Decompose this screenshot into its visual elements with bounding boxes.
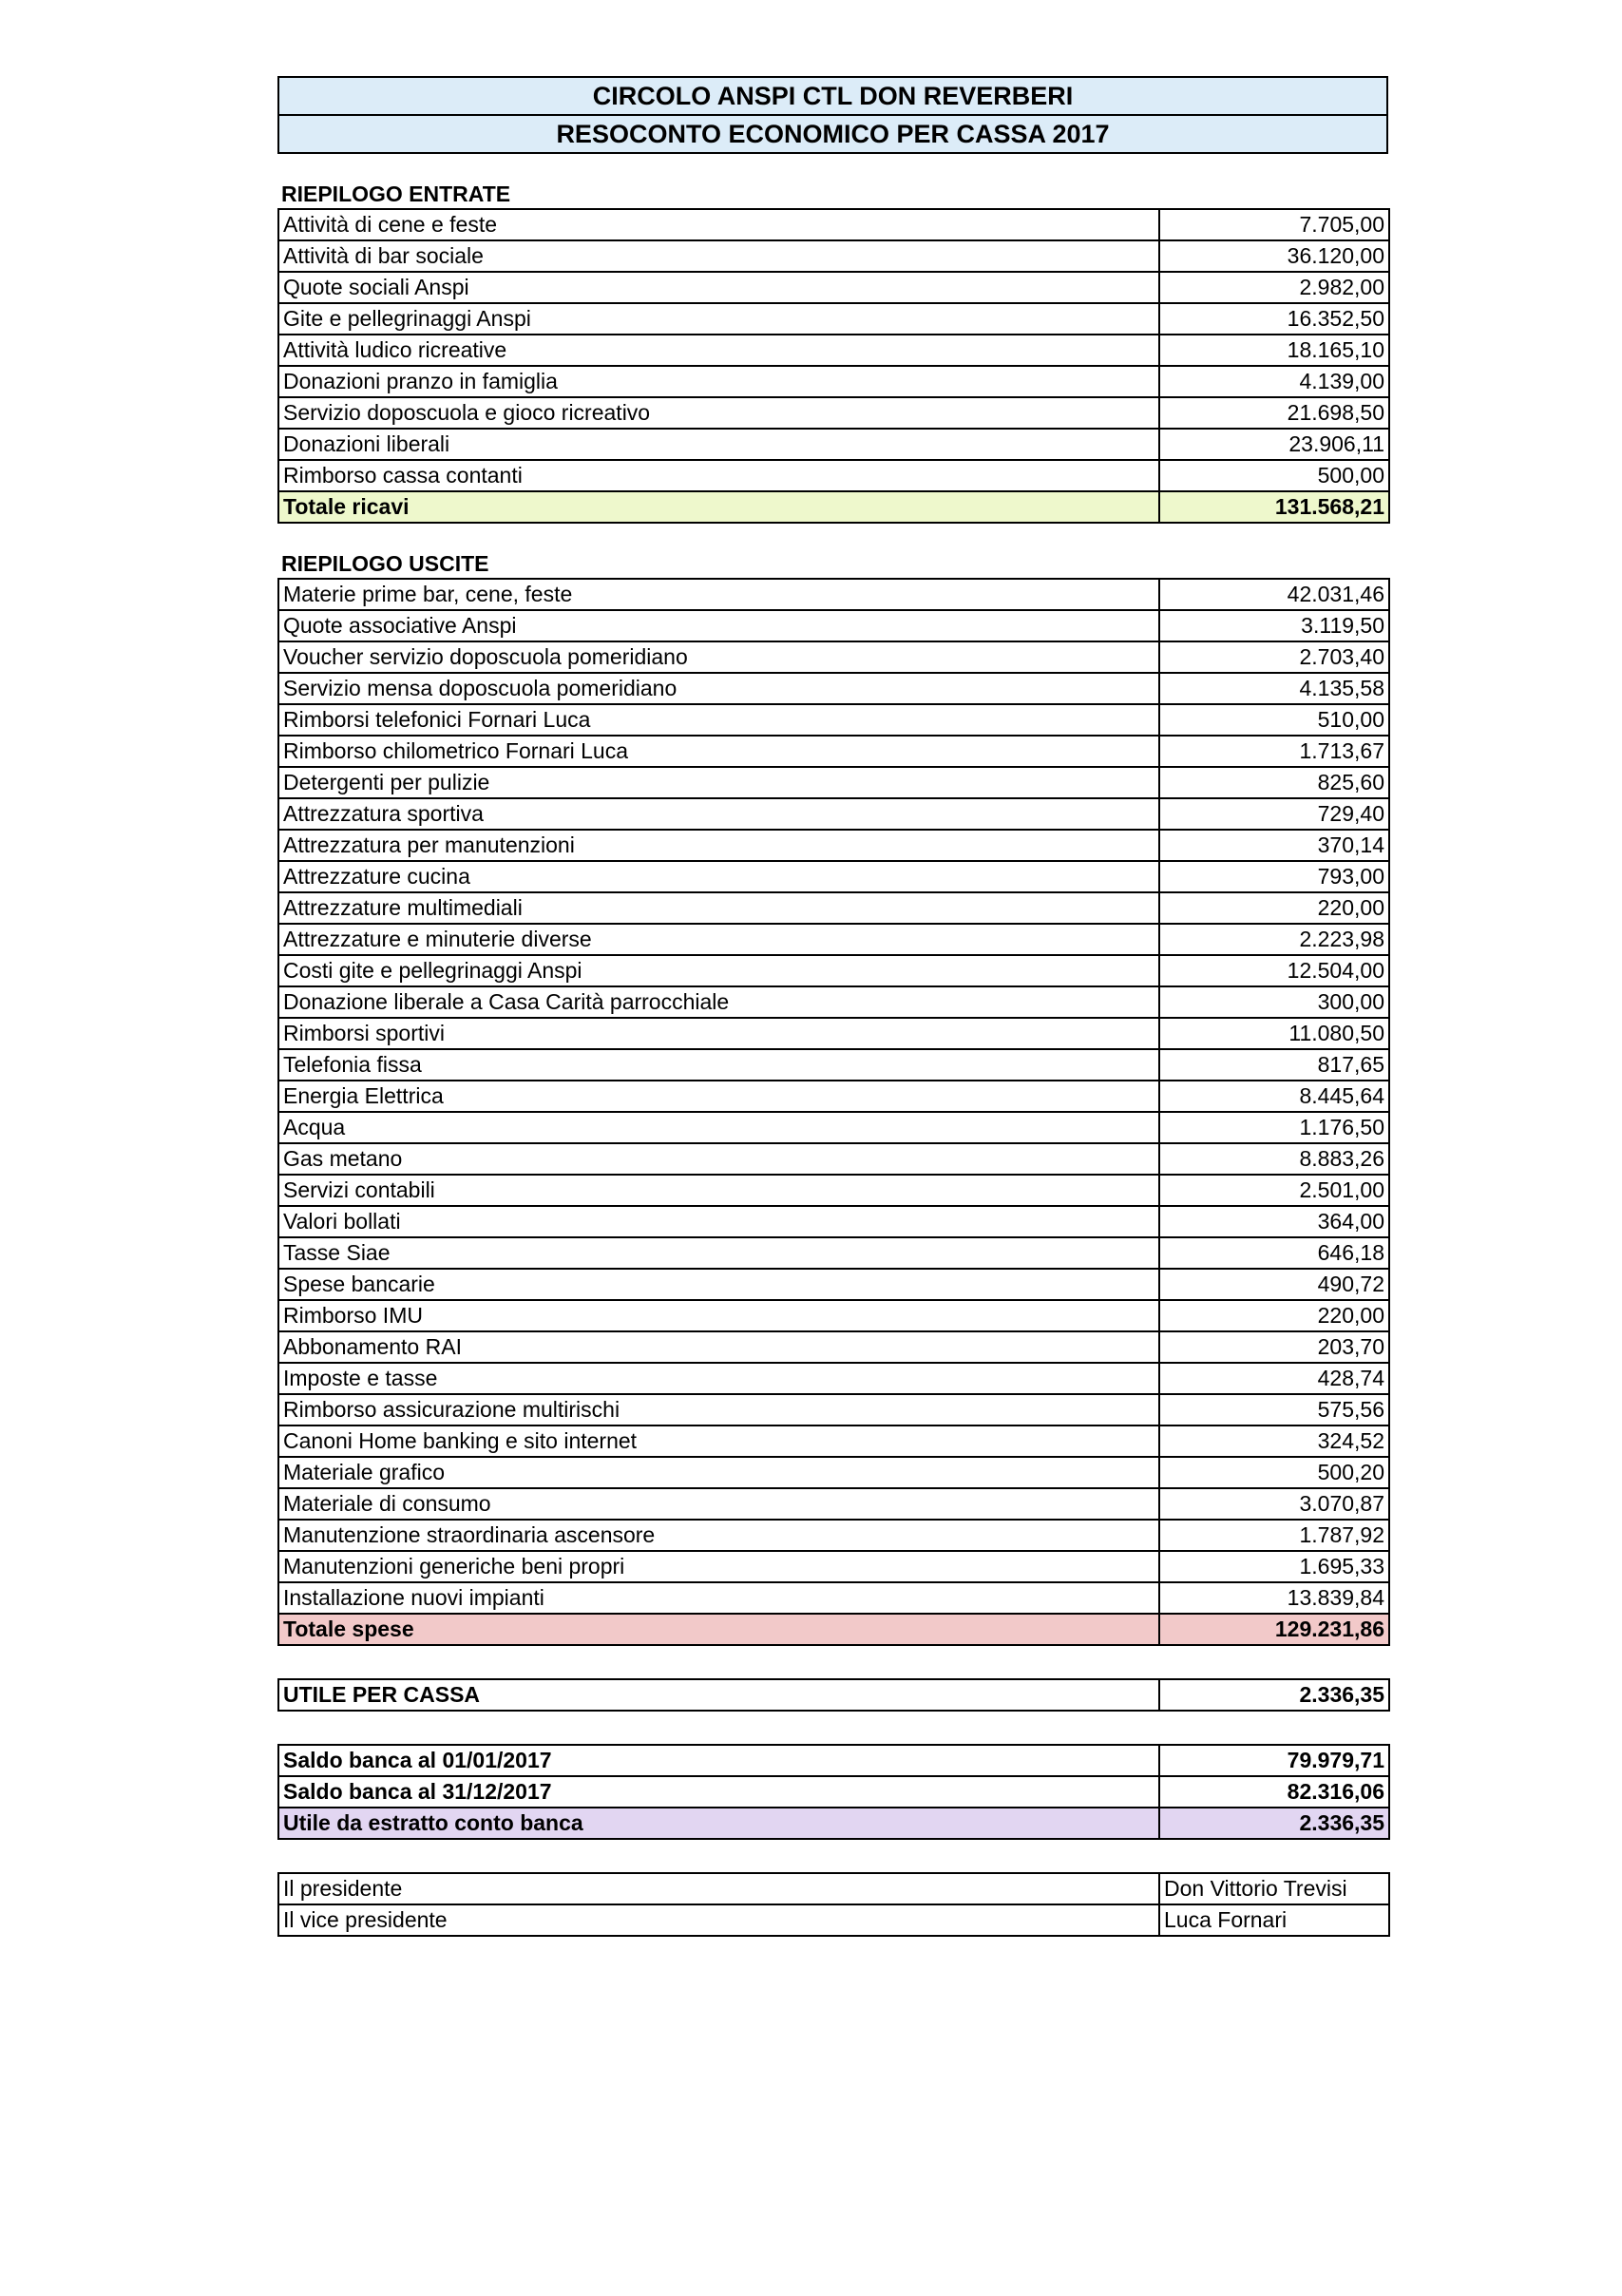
- expense-row-label: Attrezzatura sportiva: [278, 798, 1159, 830]
- expense-row: [278, 767, 1389, 798]
- expense-row-amount: 4.135,58: [1159, 673, 1389, 704]
- expense-row-amount: 42.031,46: [1159, 579, 1389, 610]
- expense-row-label: Rimborso chilometrico Fornari Luca: [278, 736, 1159, 767]
- expense-row-amount: 12.504,00: [1159, 955, 1389, 986]
- expenses-table: [277, 578, 1390, 1646]
- bank-balance-row-amount: 79.979,71: [1159, 1745, 1389, 1776]
- expense-row-amount: 1.695,33: [1159, 1551, 1389, 1582]
- expense-row: [278, 579, 1389, 610]
- expense-row-label: Energia Elettrica: [278, 1081, 1159, 1112]
- expense-row-label: Attrezzature cucina: [278, 861, 1159, 892]
- expense-row-label: Manutenzioni generiche beni propri: [278, 1551, 1159, 1582]
- signature-name: Don Vittorio Trevisi: [1159, 1873, 1389, 1904]
- expense-row-amount: 370,14: [1159, 830, 1389, 861]
- income-row-label: Attività ludico ricreative: [278, 335, 1159, 366]
- expense-row-amount: 203,70: [1159, 1331, 1389, 1363]
- association-name: CIRCOLO ANSPI CTL DON REVERBERI: [592, 82, 1074, 110]
- expense-row: [278, 1143, 1389, 1175]
- expense-row: [278, 892, 1389, 924]
- bank-profit-row-label: Utile da estratto conto banca: [278, 1808, 1159, 1839]
- report-title: RESOCONTO ECONOMICO PER CASSA 2017: [279, 114, 1386, 152]
- bank-balance-row: [278, 1745, 1389, 1776]
- expense-row-amount: 11.080,50: [1159, 1018, 1389, 1049]
- income-row-amount: 500,00: [1159, 460, 1389, 491]
- income-row-label: Donazioni liberali: [278, 429, 1159, 460]
- signature-row: [278, 1904, 1389, 1936]
- income-table: [277, 208, 1390, 524]
- expense-row: [278, 798, 1389, 830]
- report-header: [277, 76, 1388, 154]
- expense-row-amount: 817,65: [1159, 1049, 1389, 1081]
- income-row: [278, 272, 1389, 303]
- income-total-row-amount: 131.568,21: [1159, 491, 1389, 523]
- expense-row: [278, 1175, 1389, 1206]
- expense-row-amount: 510,00: [1159, 704, 1389, 736]
- expense-row-label: Servizi contabili: [278, 1175, 1159, 1206]
- expense-row-amount: 1.787,92: [1159, 1520, 1389, 1551]
- expense-row-amount: 13.839,84: [1159, 1582, 1389, 1614]
- expense-row: [278, 986, 1389, 1018]
- expense-row-amount: 646,18: [1159, 1237, 1389, 1269]
- signatures-table: [277, 1872, 1390, 1937]
- expense-row-amount: 729,40: [1159, 798, 1389, 830]
- income-row: [278, 366, 1389, 397]
- expense-row-amount: 8.445,64: [1159, 1081, 1389, 1112]
- expense-row-amount: 793,00: [1159, 861, 1389, 892]
- expense-row-label: Gas metano: [278, 1143, 1159, 1175]
- expense-row: [278, 1112, 1389, 1143]
- expense-row-amount: 220,00: [1159, 892, 1389, 924]
- expense-row-amount: 3.070,87: [1159, 1488, 1389, 1520]
- expense-row: [278, 1551, 1389, 1582]
- expense-row-amount: 575,56: [1159, 1394, 1389, 1425]
- expense-row-label: Attrezzatura per manutenzioni: [278, 830, 1159, 861]
- income-row-amount: 23.906,11: [1159, 429, 1389, 460]
- expense-row-label: Abbonamento RAI: [278, 1331, 1159, 1363]
- bank-balance-row-label: Saldo banca al 31/12/2017: [278, 1776, 1159, 1808]
- income-row-amount: 7.705,00: [1159, 209, 1389, 240]
- profit-label: UTILE PER CASSA: [278, 1679, 1159, 1711]
- profit-table: [277, 1678, 1390, 1712]
- expense-row-label: Rimborsi telefonici Fornari Luca: [278, 704, 1159, 736]
- expense-row: [278, 1331, 1389, 1363]
- expense-row: [278, 1237, 1389, 1269]
- expense-row-label: Voucher servizio doposcuola pomeridiano: [278, 641, 1159, 673]
- bank-profit-row-amount: 2.336,35: [1159, 1808, 1389, 1839]
- expense-row: [278, 1300, 1389, 1331]
- expense-row: [278, 610, 1389, 641]
- income-row-amount: 16.352,50: [1159, 303, 1389, 335]
- expense-row-label: Acqua: [278, 1112, 1159, 1143]
- expense-row-label: Servizio mensa doposcuola pomeridiano: [278, 673, 1159, 704]
- expense-row-amount: 324,52: [1159, 1425, 1389, 1457]
- expense-row-amount: 490,72: [1159, 1269, 1389, 1300]
- expense-row-label: Rimborso assicurazione multirischi: [278, 1394, 1159, 1425]
- income-row-label: Servizio doposcuola e gioco ricreativo: [278, 397, 1159, 429]
- income-section-title: RIEPILOGO ENTRATE: [281, 182, 511, 206]
- expense-row-label: Attrezzature e minuterie diverse: [278, 924, 1159, 955]
- income-row-amount: 21.698,50: [1159, 397, 1389, 429]
- expense-row: [278, 861, 1389, 892]
- income-total-row-label: Totale ricavi: [278, 491, 1159, 523]
- expense-row-amount: 300,00: [1159, 986, 1389, 1018]
- income-row: [278, 460, 1389, 491]
- expense-row: [278, 955, 1389, 986]
- expense-row-amount: 3.119,50: [1159, 610, 1389, 641]
- expense-row-amount: 220,00: [1159, 1300, 1389, 1331]
- expense-row: [278, 1206, 1389, 1237]
- income-row-label: Quote sociali Anspi: [278, 272, 1159, 303]
- expense-row-label: Quote associative Anspi: [278, 610, 1159, 641]
- profit-amount: 2.336,35: [1159, 1679, 1389, 1711]
- income-row-label: Gite e pellegrinaggi Anspi: [278, 303, 1159, 335]
- income-row: [278, 335, 1389, 366]
- expenses-section-title: RIEPILOGO USCITE: [281, 551, 489, 576]
- bank-balance-row: [278, 1776, 1389, 1808]
- expense-row-amount: 825,60: [1159, 767, 1389, 798]
- income-row: [278, 429, 1389, 460]
- income-total-row: [278, 491, 1389, 523]
- expense-row-amount: 2.223,98: [1159, 924, 1389, 955]
- expense-total-row-label: Totale spese: [278, 1614, 1159, 1645]
- expense-row-amount: 364,00: [1159, 1206, 1389, 1237]
- bank-profit-row: [278, 1808, 1389, 1839]
- expense-total-row-amount: 129.231,86: [1159, 1614, 1389, 1645]
- expense-row: [278, 1081, 1389, 1112]
- expense-row-label: Rimborsi sportivi: [278, 1018, 1159, 1049]
- expense-row-label: Materiale di consumo: [278, 1488, 1159, 1520]
- bank-table: [277, 1744, 1390, 1840]
- signature-role: Il vice presidente: [278, 1904, 1159, 1936]
- expense-row-label: Rimborso IMU: [278, 1300, 1159, 1331]
- expense-row-label: Tasse Siae: [278, 1237, 1159, 1269]
- expense-row: [278, 704, 1389, 736]
- expense-row-amount: 2.703,40: [1159, 641, 1389, 673]
- expense-row: [278, 1582, 1389, 1614]
- expense-row-amount: 8.883,26: [1159, 1143, 1389, 1175]
- expense-row: [278, 1363, 1389, 1394]
- expense-row-label: Valori bollati: [278, 1206, 1159, 1237]
- income-row-label: Donazioni pranzo in famiglia: [278, 366, 1159, 397]
- expense-row-amount: 428,74: [1159, 1363, 1389, 1394]
- bank-balance-row-amount: 82.316,06: [1159, 1776, 1389, 1808]
- profit-row: [278, 1679, 1389, 1711]
- expense-row: [278, 641, 1389, 673]
- income-row: [278, 240, 1389, 272]
- expense-row-amount: 1.713,67: [1159, 736, 1389, 767]
- signature-name: Luca Fornari: [1159, 1904, 1389, 1936]
- expense-row-amount: 2.501,00: [1159, 1175, 1389, 1206]
- signature-role: Il presidente: [278, 1873, 1159, 1904]
- expense-row: [278, 1425, 1389, 1457]
- expense-row-label: Installazione nuovi impianti: [278, 1582, 1159, 1614]
- expense-row-label: Materie prime bar, cene, feste: [278, 579, 1159, 610]
- expense-total-row: [278, 1614, 1389, 1645]
- bank-balance-row-label: Saldo banca al 01/01/2017: [278, 1745, 1159, 1776]
- income-row-label: Attività di cene e feste: [278, 209, 1159, 240]
- expense-row-label: Costi gite e pellegrinaggi Anspi: [278, 955, 1159, 986]
- expense-row-label: Donazione liberale a Casa Carità parrocchiale: [278, 986, 1159, 1018]
- expense-row: [278, 1457, 1389, 1488]
- income-row: [278, 397, 1389, 429]
- expense-row: [278, 1394, 1389, 1425]
- signature-row: [278, 1873, 1389, 1904]
- expense-row-label: Attrezzature multimediali: [278, 892, 1159, 924]
- expense-row: [278, 673, 1389, 704]
- income-row-label: Rimborso cassa contanti: [278, 460, 1159, 491]
- expense-row-label: Materiale grafico: [278, 1457, 1159, 1488]
- expense-row: [278, 830, 1389, 861]
- report-sheet: [277, 76, 1388, 1937]
- expense-row-label: Imposte e tasse: [278, 1363, 1159, 1394]
- expense-row: [278, 736, 1389, 767]
- income-row-amount: 18.165,10: [1159, 335, 1389, 366]
- expense-row-label: Telefonia fissa: [278, 1049, 1159, 1081]
- expense-row-label: Manutenzione straordinaria ascensore: [278, 1520, 1159, 1551]
- income-row: [278, 209, 1389, 240]
- expense-row: [278, 1049, 1389, 1081]
- expense-row: [278, 1018, 1389, 1049]
- expense-row-label: Spese bancarie: [278, 1269, 1159, 1300]
- expense-row: [278, 924, 1389, 955]
- income-row-amount: 36.120,00: [1159, 240, 1389, 272]
- expense-row: [278, 1269, 1389, 1300]
- expense-row: [278, 1488, 1389, 1520]
- expense-row-label: Detergenti per pulizie: [278, 767, 1159, 798]
- expense-row: [278, 1520, 1389, 1551]
- income-row: [278, 303, 1389, 335]
- expense-row-amount: 500,20: [1159, 1457, 1389, 1488]
- income-row-amount: 4.139,00: [1159, 366, 1389, 397]
- expense-row-label: Canoni Home banking e sito internet: [278, 1425, 1159, 1457]
- income-row-label: Attività di bar sociale: [278, 240, 1159, 272]
- income-row-amount: 2.982,00: [1159, 272, 1389, 303]
- expense-row-amount: 1.176,50: [1159, 1112, 1389, 1143]
